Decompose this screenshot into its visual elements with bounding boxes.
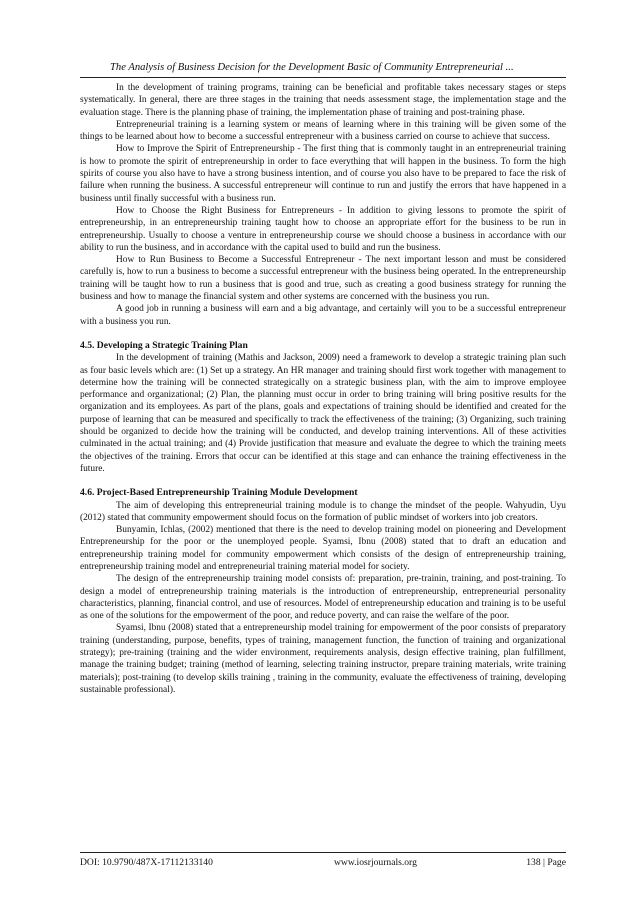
header-rule [80, 77, 566, 78]
paragraph: How to Improve the Spirit of Entrepreneurship - The first thing that is commonly taught in an entrepreneurial training is how to promote the spirit of entrepreneurship in order to face everything that will happen in the business. To form the high spirits of course you also have to have a strong business intention, and of course you also have to be prepared to face the risk of failure when running the business. A successful entrepreneur will continue to run and justify the errors that have happened in a business until finally successful with a business run. [80, 144, 566, 204]
paragraph: How to Choose the Right Business for Entrepreneurs - In addition to giving lessons to promote the spirit of entrepreneurship, in an entrepreneurship training taught how to choose an appropriate effort for the business to be run in entrepreneurship. Usually to choose a venture in entrepreneurship course we should choose a business in accordance with our ability to run the business, and in accordance with the capital used to build and run the business. [80, 205, 566, 253]
section-heading-4-6: 4.6. Project-Based Entrepreneurship Training Module Development [80, 487, 358, 499]
paragraph: Entrepreneurial training is a learning system or means of learning where in this training will be given some of the things to be learned about how to become a successful entrepreneur with a business carried on course to achieve that success. [80, 119, 566, 143]
paragraph: How to Run Business to Become a Successful Entrepreneur - The next important lesson and must be considered carefully is, how to run a business to become a successful entrepreneur with the business being operated. In the entrepreneurship training will be taught how to run a business that is good and true, such as creating a good business strategy for running the business and how to manage the financial system and other systems are concerned with the business you run. [80, 255, 566, 303]
footer-rule [80, 852, 566, 853]
footer-page-number: 138 | Page [526, 857, 566, 868]
article-body [80, 82, 566, 696]
running-header: The Analysis of Business Decision for the Development Basic of Community Entrepreneurial ... [110, 62, 514, 73]
section-heading-4-5: 4.5. Developing a Strategic Training Plan [80, 339, 248, 351]
paragraph: Bunyamin, Ichlas, (2002) mentioned that there is the need to develop training model on pioneering and Development Entrepreneurship for the poor or the unemployed people. Syamsi, Ibnu (2008) stated that to draft an education and entrepreneurship training model for community empowerment which consists of the design of entrepreneurship training, entrepreneurship training model and entrepreneurial training material model for society. [80, 525, 566, 572]
paragraph: In the development of training (Mathis and Jackson, 2009) need a framework to develop a strategic training plan such as four basic levels which are: (1) Set up a strategy. An HR manager and training should first work together with management to determine how the training will be connected strategically on a strategic business plan, with the aim to improve employee performance and organizational; (2) Plan, the planning must occur in order to bring training will bring positive results for the organization and its employees. As part of the plans, goals and expectations of training should be identified and created for the purpose of learning that can be measured and specifically to track the effectiveness of the training; (3) Organizing, such training should be organized to decide how the training will be conducted, and develop training interventions. All of these activities culminated in the actual training; and (4) Provide justification that measure and evaluate the degree to which the training meets the objectives of the training. Errors that occur can be identified at this stage and can enhance the training effectiveness in the future. [80, 353, 566, 474]
paragraph: In the development of training programs, training can be beneficial and profitable takes necessary stages or steps systematically. In general, there are three stages in the training that needs assessment stage, the implementation stage and the evaluation stage. There is the planning phase of training, the implementation phase of training and post-training phase. [80, 83, 566, 118]
paragraph: A good job in running a business will earn and a big advantage, and certainly will you to be a successful entrepreneur with a business you run. [80, 304, 566, 327]
paragraph: The aim of developing this entrepreneurial training module is to change the mindset of the people. Wahyudin, Uyu (2012) stated that community empowerment should focus on the formation of public mindset of workers into job creators. [80, 500, 566, 523]
footer-doi: DOI: 10.9790/487X-17112133140 [80, 857, 213, 868]
footer-website: www.iosrjournals.org [334, 857, 417, 868]
paragraph: Syamsi, Ibnu (2008) stated that a entrepreneurship model training for empowerment of the poor consists of preparatory training (understanding, purpose, benefits, types of training, management function, the function of training and organizational strategy); pre-training (training and the wider environment, requirements analysis, design effective training, plan fulfillment, manage the training budget; training (method of learning, selecting training instructor, prepare training materials, write training materials); post-training (to develop skills training , training in the community, evaluate the effectiveness of training, developing sustainable professional). [80, 623, 566, 695]
paragraph: The design of the entrepreneurship training model consists of: preparation, pre-trainin, training, and post-training. To design a model of entrepreneurship training materials is the introduction of entrepreneurship, entrepreneurial personality characteristics, planning, financial control, and use of resources. Model of entrepreneurship education and training is to be useful as one of the solutions for the empowerment of the poor, and reduce poverty, and can raise the welfare of the poor. [80, 574, 566, 622]
